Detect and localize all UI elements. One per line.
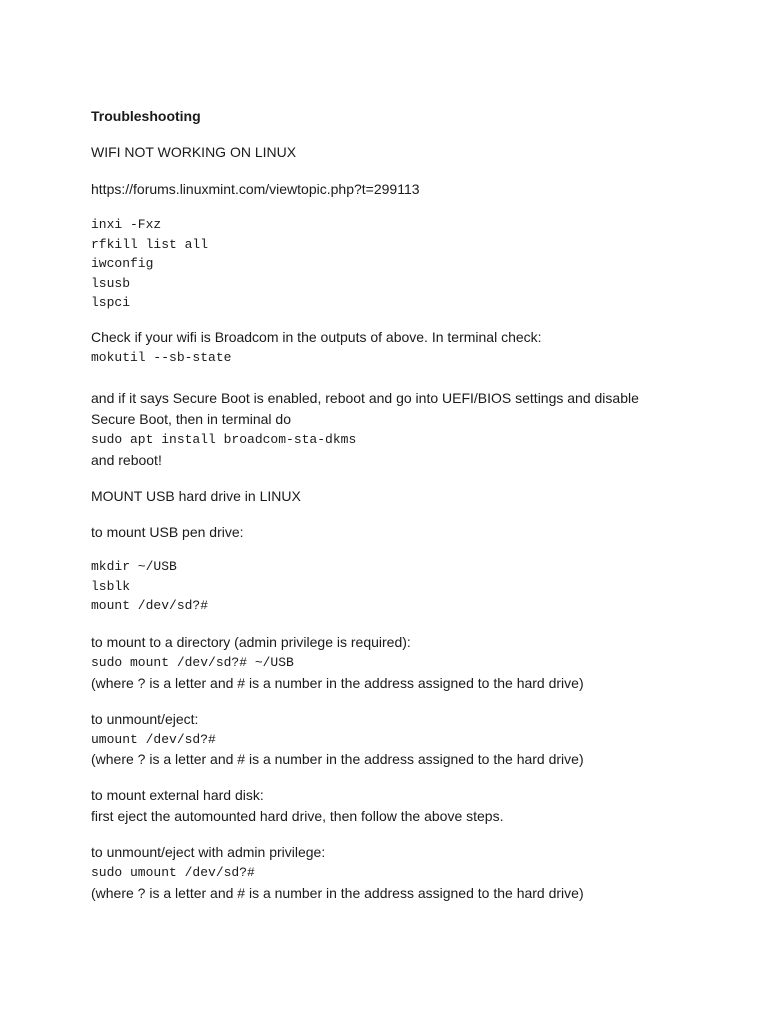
code-line: mkdir ~/USB [91,559,177,574]
unmount-intro: to unmount/eject: [91,711,199,727]
code-line: rfkill list all [91,236,209,252]
usb-heading: MOUNT USB hard drive in LINUX [91,488,301,504]
pen-drive-commands [91,557,208,616]
unmount-command: umount /dev/sd?# [91,732,216,747]
external-disk-intro: to mount external hard disk: [91,787,264,803]
admin-unmount-command: sudo umount /dev/sd?# [91,865,255,880]
address-note: (where ? is a letter and # is a number in the address assigned to the hard drive) [91,675,584,691]
directory-command: sudo mount /dev/sd?# ~/USB [91,655,294,670]
wifi-commands [91,215,208,313]
address-note: (where ? is a letter and # is a number in the address assigned to the hard drive) [91,751,584,767]
admin-unmount-intro: to unmount/eject with admin privilege: [91,844,326,860]
secure-boot-text: and if it says Secure Boot is enabled, reboot and go into UEFI/BIOS settings and disable Secure Boot, then in terminal do [91,390,643,427]
doc-title: Troubleshooting [91,108,201,124]
code-line: lsblk [91,578,131,594]
code-line: lsusb [91,275,131,291]
code-line: inxi -Fxz [91,217,162,232]
directory-intro: to mount to a directory (admin privilege is required): [91,634,411,650]
code-line: iwconfig [91,256,154,271]
address-note: (where ? is a letter and # is a number in the address assigned to the hard drive) [91,885,584,901]
forum-link[interactable]: https://forums.linuxmint.com/viewtopic.php?t=299113 [91,181,420,197]
reboot-text: and reboot! [91,452,162,468]
install-command: sudo apt install broadcom-sta-dkms [91,432,357,447]
code-line: mount /dev/sd?# [91,598,209,613]
check-command: mokutil --sb-state [91,350,232,365]
wifi-heading: WIFI NOT WORKING ON LINUX [91,144,297,160]
pen-drive-intro: to mount USB pen drive: [91,524,244,540]
check-text: Check if your wifi is Broadcom in the outputs of above. In terminal check: [91,329,542,345]
code-line: lspci [91,295,131,310]
external-disk-text: first eject the automounted hard drive, then follow the above steps. [91,808,504,824]
